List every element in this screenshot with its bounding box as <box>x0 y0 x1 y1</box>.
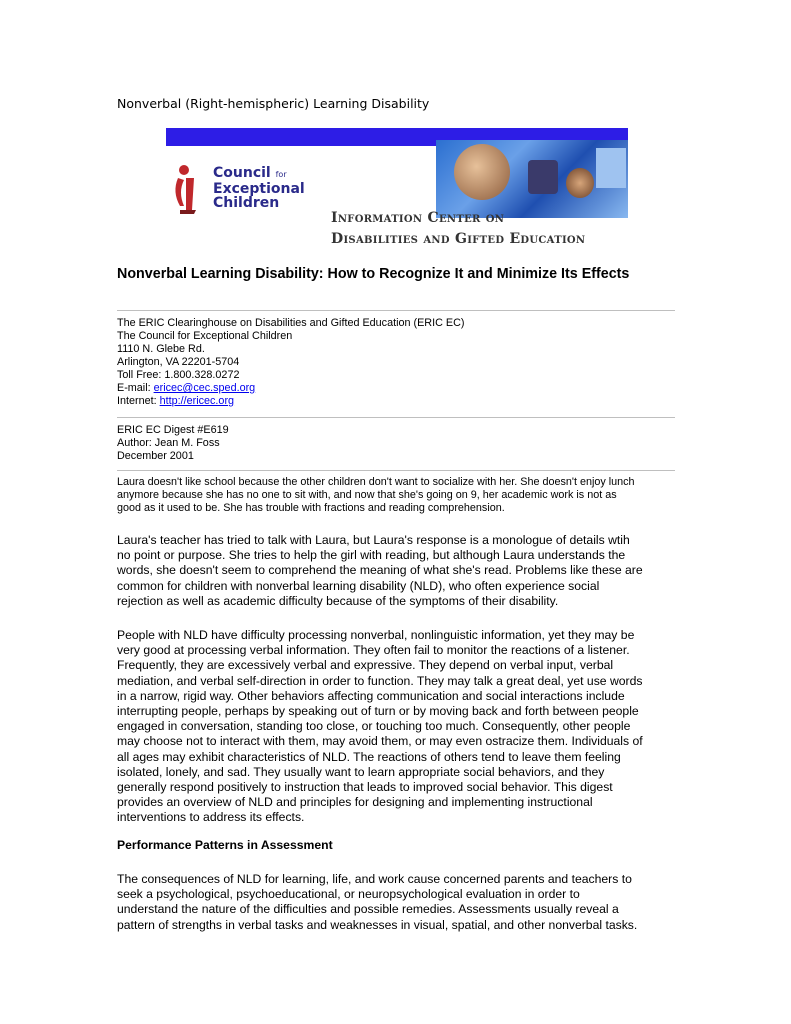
email-line <box>117 382 677 395</box>
center-line2: Disabilities and Gifted Education <box>331 231 586 247</box>
text-line: seek a psychological, psychoeducational, or neuropsychological evaluation in order to <box>117 887 580 902</box>
text-line: all ages may exhibit characteristics of NLD. The reactions of others tend to leave them feeling <box>117 749 621 764</box>
text-line: understand the nature of the difficulties and possible remedies. Assessments usually reveal a <box>117 902 619 917</box>
section-heading: Performance Patterns in Assessment <box>117 838 333 852</box>
digest-info <box>117 424 677 463</box>
children-photo-collage <box>436 140 628 218</box>
cec-logo-icon <box>170 162 210 216</box>
logo-line1: Council <box>213 165 271 181</box>
lede-paragraph <box>117 476 677 515</box>
cec-logo-text <box>213 166 305 210</box>
information-center-title <box>331 208 585 250</box>
org-name: The ERIC Clearinghouse on Disabilities and Gifted Education (ERIC EC) <box>117 317 465 329</box>
email-link[interactable]: ericec@cec.sped.org <box>153 382 256 394</box>
digest-number: ERIC EC Digest #E619 <box>117 424 229 436</box>
text-line: interventions to address its effects. <box>117 810 305 825</box>
text-line: pattern of strengths in verbal tasks and weaknesses in visual, spatial, and other nonverbal tasks. <box>117 917 638 932</box>
document-title: Nonverbal Learning Disability: How to Recognize It and Minimize Its Effects <box>117 266 630 282</box>
digest-author: Author: Jean M. Foss <box>117 437 220 449</box>
email-label: E-mail: <box>117 382 154 394</box>
text-line: Frequently, they are excessively verbal and expressive. They depend on verbal input, verbal <box>117 658 614 673</box>
logo-for: for <box>275 170 287 179</box>
divider <box>117 310 675 311</box>
text-line: Laura doesn't like school because the other children don't want to socialize with her. She doesn't enjoy lunch <box>117 476 635 488</box>
divider <box>117 417 675 418</box>
logo-line3: Children <box>213 195 280 211</box>
council-name: The Council for Exceptional Children <box>117 330 293 342</box>
text-line: no point or purpose. She tries to help the girl with reading, but although Laura understands the <box>117 548 626 563</box>
phone: Toll Free: 1.800.328.0272 <box>117 369 240 381</box>
text-line: The consequences of NLD for learning, life, and work cause concerned parents and teachers to <box>117 872 632 886</box>
text-line: mediation, and verbal self-direction in order to function. They may talk a great deal, yet use words <box>117 673 643 688</box>
running-header: Nonverbal (Right-hemispheric) Learning Disability <box>117 96 430 111</box>
paragraph-laura-teacher <box>117 533 677 609</box>
text-line: isolated, lonely, and sad. They usually want to learn appropriate social behaviors, and they <box>117 764 605 779</box>
text-line: Laura's teacher has tried to talk with Laura, but Laura's response is a monologue of details wtih <box>117 533 630 547</box>
cec-banner <box>166 128 628 250</box>
text-line: anymore because she has no one to sit with, and now that she's going on 9, her academic work is not as <box>117 489 617 501</box>
city: Arlington, VA 22201-5704 <box>117 356 240 368</box>
text-line: rejection as well as academic difficulty because of the symptoms of their disability. <box>117 593 559 608</box>
photo-panel <box>596 148 626 188</box>
website-link[interactable]: http://ericec.org <box>159 395 235 407</box>
paragraph-nld-overview <box>117 628 677 826</box>
text-line: engaged in conversation, standing too close, or touching too much. Consequently, other people <box>117 719 631 734</box>
text-line: generally respond positively to instruction that leads to improved social behavior. This digest <box>117 780 613 795</box>
text-line: provides an overview of NLD and principles for designing and implementing instructional <box>117 795 593 810</box>
center-line1: Information Center on <box>331 210 505 226</box>
text-line: very good at processing verbal information. They often fail to monitor the reactions of a listener. <box>117 643 630 658</box>
cec-logo <box>170 162 310 222</box>
address-block <box>117 317 677 408</box>
internet-label: Internet: <box>117 395 160 407</box>
divider <box>117 470 675 471</box>
photo-child-face <box>454 144 510 200</box>
text-line: may choose not to interact with them, may avoid them, or may even ostracize them. Individuals of <box>117 734 643 749</box>
text-line: in a narrow, rigid way. Other behaviors affecting communication and social interactions include <box>117 688 625 703</box>
text-line: common for children with nonverbal learning disability (NLD), who often experience social <box>117 578 600 593</box>
digest-date: December 2001 <box>117 450 194 462</box>
text-line: interrupting people, perhaps by speaking out of turn or by moving back and forth between people <box>117 704 639 719</box>
text-line: People with NLD have difficulty processing nonverbal, nonlinguistic information, yet they may be <box>117 628 635 642</box>
text-line: words, she doesn't seem to comprehend the meaning of what she's read. Problems like these are <box>117 563 643 578</box>
text-line: good as it used to be. She has trouble with fractions and reading comprehension. <box>117 502 505 514</box>
paragraph-assessment <box>117 872 677 933</box>
street: 1110 N. Glebe Rd. <box>117 343 205 355</box>
photo-figure <box>528 160 558 194</box>
internet-line <box>117 395 677 408</box>
photo-child <box>566 168 594 198</box>
logo-line2: Exceptional <box>213 181 305 197</box>
